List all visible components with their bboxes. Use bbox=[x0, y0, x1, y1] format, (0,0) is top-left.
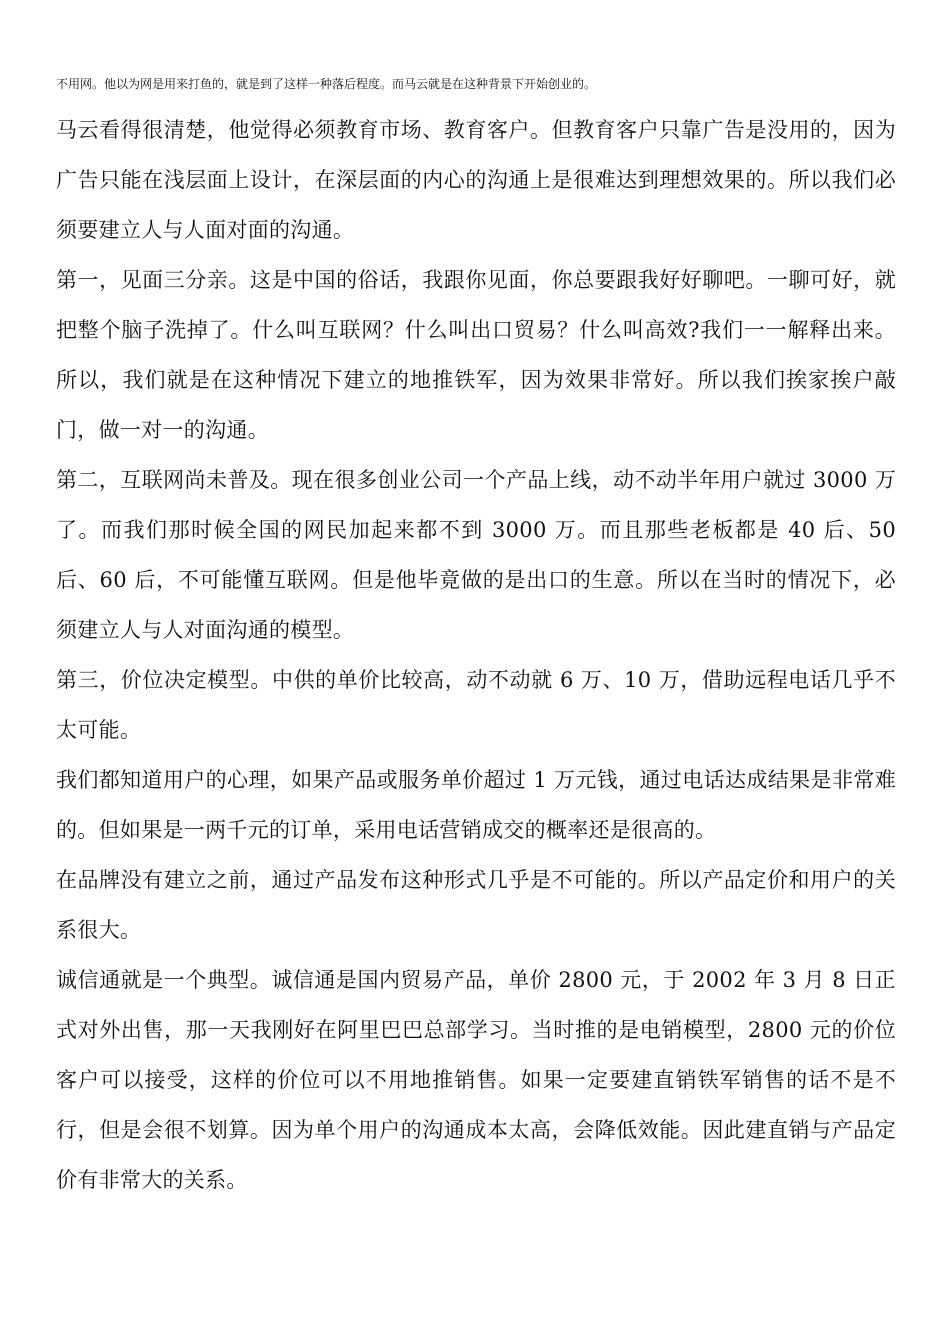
paragraph-brand-pricing: 在品牌没有建立之前，通过产品发布这种形式几乎是不可能的。所以产品定价和用户的关系很大。 bbox=[56, 868, 896, 942]
paragraph-education-market: 马云看得很清楚，他觉得必须教育市场、教育客户。但教育客户只靠广告是没用的，因为广告只能在浅层面上设计，在深层面的内心的沟通上是很难达到理想效果的。所以我们必须要建立人与人面对面的沟通。 bbox=[56, 118, 896, 242]
body-text bbox=[56, 105, 896, 1205]
header-note: 不用网。他以为网是用来打鱼的，就是到了这样一种落后程度。而马云就是在这种背景下开始创业的。 bbox=[56, 77, 597, 91]
paragraph-chengxintong-example: 诚信通就是一个典型。诚信通是国内贸易产品，单价 2800 元，于 2002 年 3 月 8 日正式对外出售，那一天我刚好在阿里巴巴总部学习。当时推的是电销模型，2800 元的价位客户可以接受，这样的价位可以不用地推销售。如果一定要建直销铁军销售的话不是不行，但是会很不划算。因为单个用户的沟通成本太高，会降低效能。因此建直销与产品定价有非常大的关系。 bbox=[56, 968, 896, 1192]
paragraph-first-point: 第一，见面三分亲。这是中国的俗话，我跟你见面，你总要跟我好好聊吧。一聊可好，就把整个脑子洗掉了。什么叫互联网？什么叫出口贸易？什么叫高效?我们一一解释出来。所以，我们就是在这种情况下建立的地推铁军，因为效果非常好。所以我们挨家挨户敲门，做一对一的沟通。 bbox=[56, 268, 896, 442]
paragraph-second-point: 第二，互联网尚未普及。现在很多创业公司一个产品上线，动不动半年用户就过 3000 万了。而我们那时候全国的网民加起来都不到 3000 万。而且那些老板都是 40 后、50 后、60 后，不可能懂互联网。但是他毕竟做的是出口的生意。所以在当时的情况下，必须建立人与人对面沟通的模型。 bbox=[56, 468, 896, 642]
paragraph-user-psychology: 我们都知道用户的心理，如果产品或服务单价超过 1 万元钱，通过电话达成结果是非常难的。但如果是一两千元的订单，采用电话营销成交的概率还是很高的。 bbox=[56, 768, 896, 842]
paragraph-third-point: 第三，价位决定模型。中供的单价比较高，动不动就 6 万、10 万，借助远程电话几乎不太可能。 bbox=[56, 668, 896, 742]
